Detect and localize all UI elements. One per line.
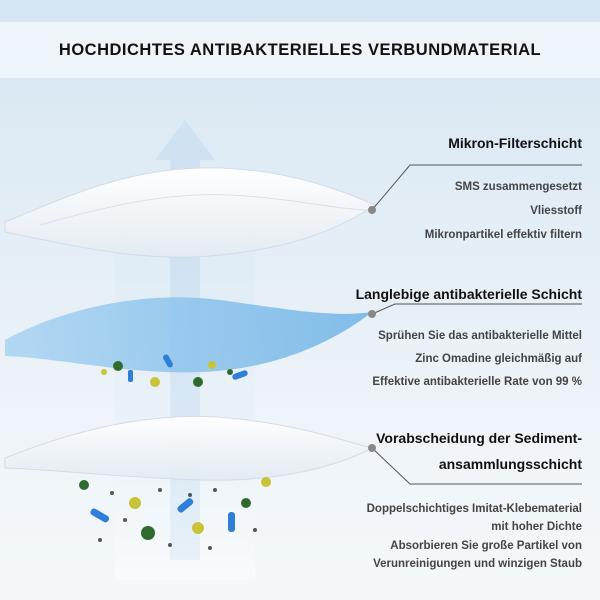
layer-3-heading-line-1: Vorabscheidung der Sediment- — [376, 430, 582, 446]
layer-1-line-1: SMS zusammengesetzt — [454, 181, 582, 193]
callout-dot-1 — [368, 206, 376, 214]
callout-dot-2 — [368, 310, 376, 318]
layer-2-line-3: Effektive antibakterielle Rate von 99 % — [372, 376, 582, 388]
micron-filter-layer — [5, 168, 375, 257]
title-bar — [0, 22, 600, 78]
layer-3-line-2: mit hoher Dichte — [491, 521, 582, 533]
layer-2-line-1: Sprühen Sie das antibakterielle Mittel — [378, 330, 582, 342]
callout-dot-3 — [368, 444, 376, 452]
page-title: HOCHDICHTES ANTIBAKTERIELLES VERBUNDMATERIAL — [58, 40, 542, 59]
layer-3-line-1: Doppelschichtiges Imitat-Klebematerial — [366, 503, 582, 515]
layer-2-line-2: Zinc Omadine gleichmäßig auf — [415, 353, 582, 365]
layer-1-line-3: Mikronpartikel effektiv filtern — [424, 229, 582, 241]
layer-3-line-3: Absorbieren Sie große Partikel von — [390, 540, 582, 552]
layer-3-line-4: Verunreinigungen und winzigen Staub — [373, 558, 582, 570]
antibacterial-layer — [5, 297, 372, 372]
layer-1-heading: Mikron-Filterschicht — [448, 135, 582, 151]
sediment-layer — [5, 416, 372, 480]
layer-1-line-2: Vliesstoff — [530, 205, 582, 217]
layer-2-heading: Langlebige antibakterielle Schicht — [355, 286, 582, 302]
layer-3-heading-line-2: ansammlungsschicht — [438, 456, 582, 472]
